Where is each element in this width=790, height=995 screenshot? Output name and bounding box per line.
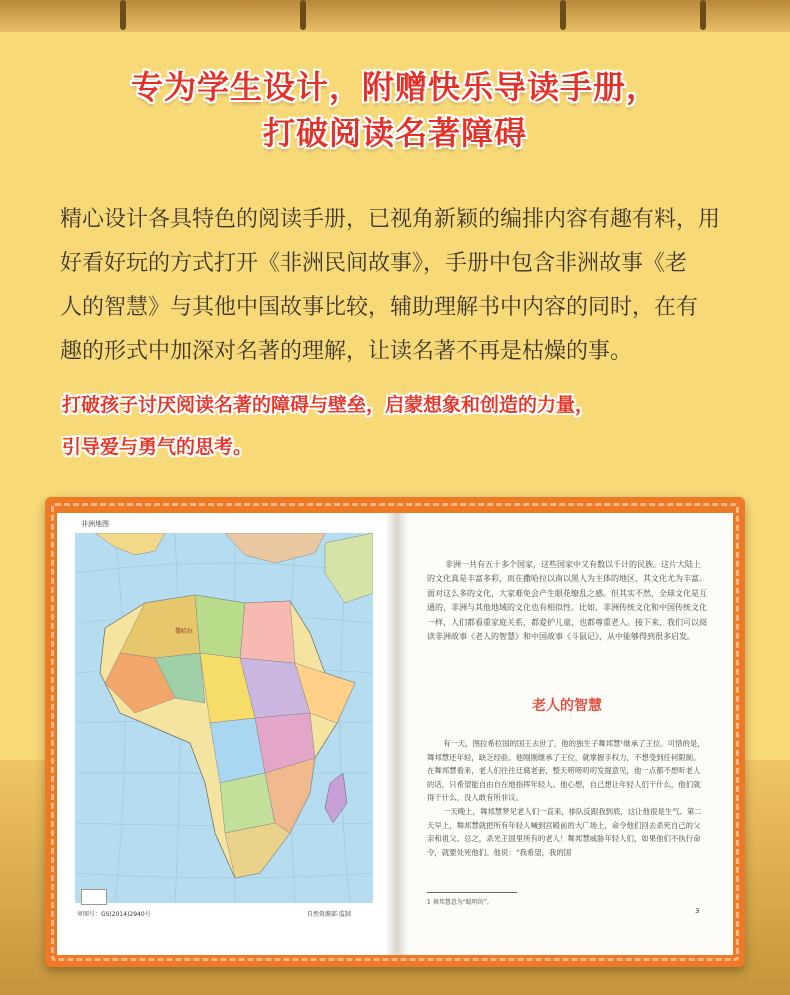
footnote: 1 舞邦慧意为“聪明的”。 [427,899,493,906]
plant-silhouette [300,0,306,30]
plant-silhouette [700,0,706,30]
book-gutter [385,513,409,955]
right-page-intro: 非洲一共有五十多个国家，这些国家中又有数以千计的民族。这片大陆上的文化真是丰富多彩，而在撒哈拉以南以黑人为主体的地区，其文化尤为丰富。面对这么多的文化，大家难免会产生眼花缭乱之感。但其实不然，全球文化是互通的，非洲与其他地域的文化也有相似性。比如，非洲传统文化和中国传统文化一样，人们都看重家庭关系，都爱护儿童，也都尊重老人。接下来，我们可以阅读非洲故事《老人的智慧》和中国故事《斗鼠记》，从中能够得到很多启发。 [427,560,707,642]
intro-line: 精心设计各具特色的阅读手册，已视角新颖的编排内容有趣有料，用 [60,207,721,232]
open-book-photo [45,497,745,967]
plant-silhouette [560,0,566,30]
intro-line: 趣的形式中加深对名著的理解，让读名著不再是枯燥的事。 [60,339,633,364]
map-title: 非洲地图 [81,520,109,528]
footnote-rule [427,892,517,893]
map-legend-box [81,889,107,905]
story-paragraph: 有一天，图拉希拉国的国王去世了，他的独生子舞邦慧¹继承了王位。可惜的是，舞邦慧还年轻，缺乏经验。他刚刚继承了王位，就掌握手权力，不想受到任何限制。在舞邦慧看来，老人们往往迂腐老套，整天唠唠叨叨发提意见，他一点都不想听老人的话，只希望能自由自在地指挥年轻人。他心想，自己想让年轻人们干什么，他们就得干什么，没人敢有所非议。 [427,739,705,803]
plant-silhouette [120,0,126,30]
map-approval-number: 审图号：GS(2014)2940号 [77,911,151,918]
intro-line: 好看好玩的方式打开《非洲民间故事》，手册中包含非洲故事《老 [60,251,688,276]
africa-map [75,533,373,903]
intro-line: 人的智慧》与其他中国故事比较，辅助理解书中内容的同时，在有 [60,295,699,320]
slogan-line-1: 打破孩子讨厌阅读名著的障碍与壁垒，启蒙想象和创造的力量， [62,394,595,416]
africa-map-graphic [75,533,373,903]
story-body [427,737,707,859]
headline-line-1: 专为学生设计，附赠快乐导读手册， [130,68,659,106]
top-savanna-strip [0,0,790,32]
story-title: 老人的智慧 [532,698,602,714]
headline-line-2: 打破阅读名著障碍 [262,114,527,152]
map-publisher: 自然资源部 监制 [307,911,351,918]
slogan-line-2: 引导爱与勇气的思考。 [62,436,253,458]
intro-paragraph [60,198,750,374]
map-caption: 撒哈拉 [175,628,194,635]
story-paragraph: 一天晚上，舞邦慧梦见老人们一直来，排队反跟我到底，这让他很是生气。第二天早上，舞邦慧就把所有年轻人喊到宫殿前的大广场上，命令他们回去杀死自己的父亲和祖父。总之，杀光王国里所有的老人！舞邦慧威胁年轻人们，如果他们不执行命令，就要处死他们。他说：“我希望，我的国 [427,806,702,857]
page-number: 3 [695,907,700,915]
